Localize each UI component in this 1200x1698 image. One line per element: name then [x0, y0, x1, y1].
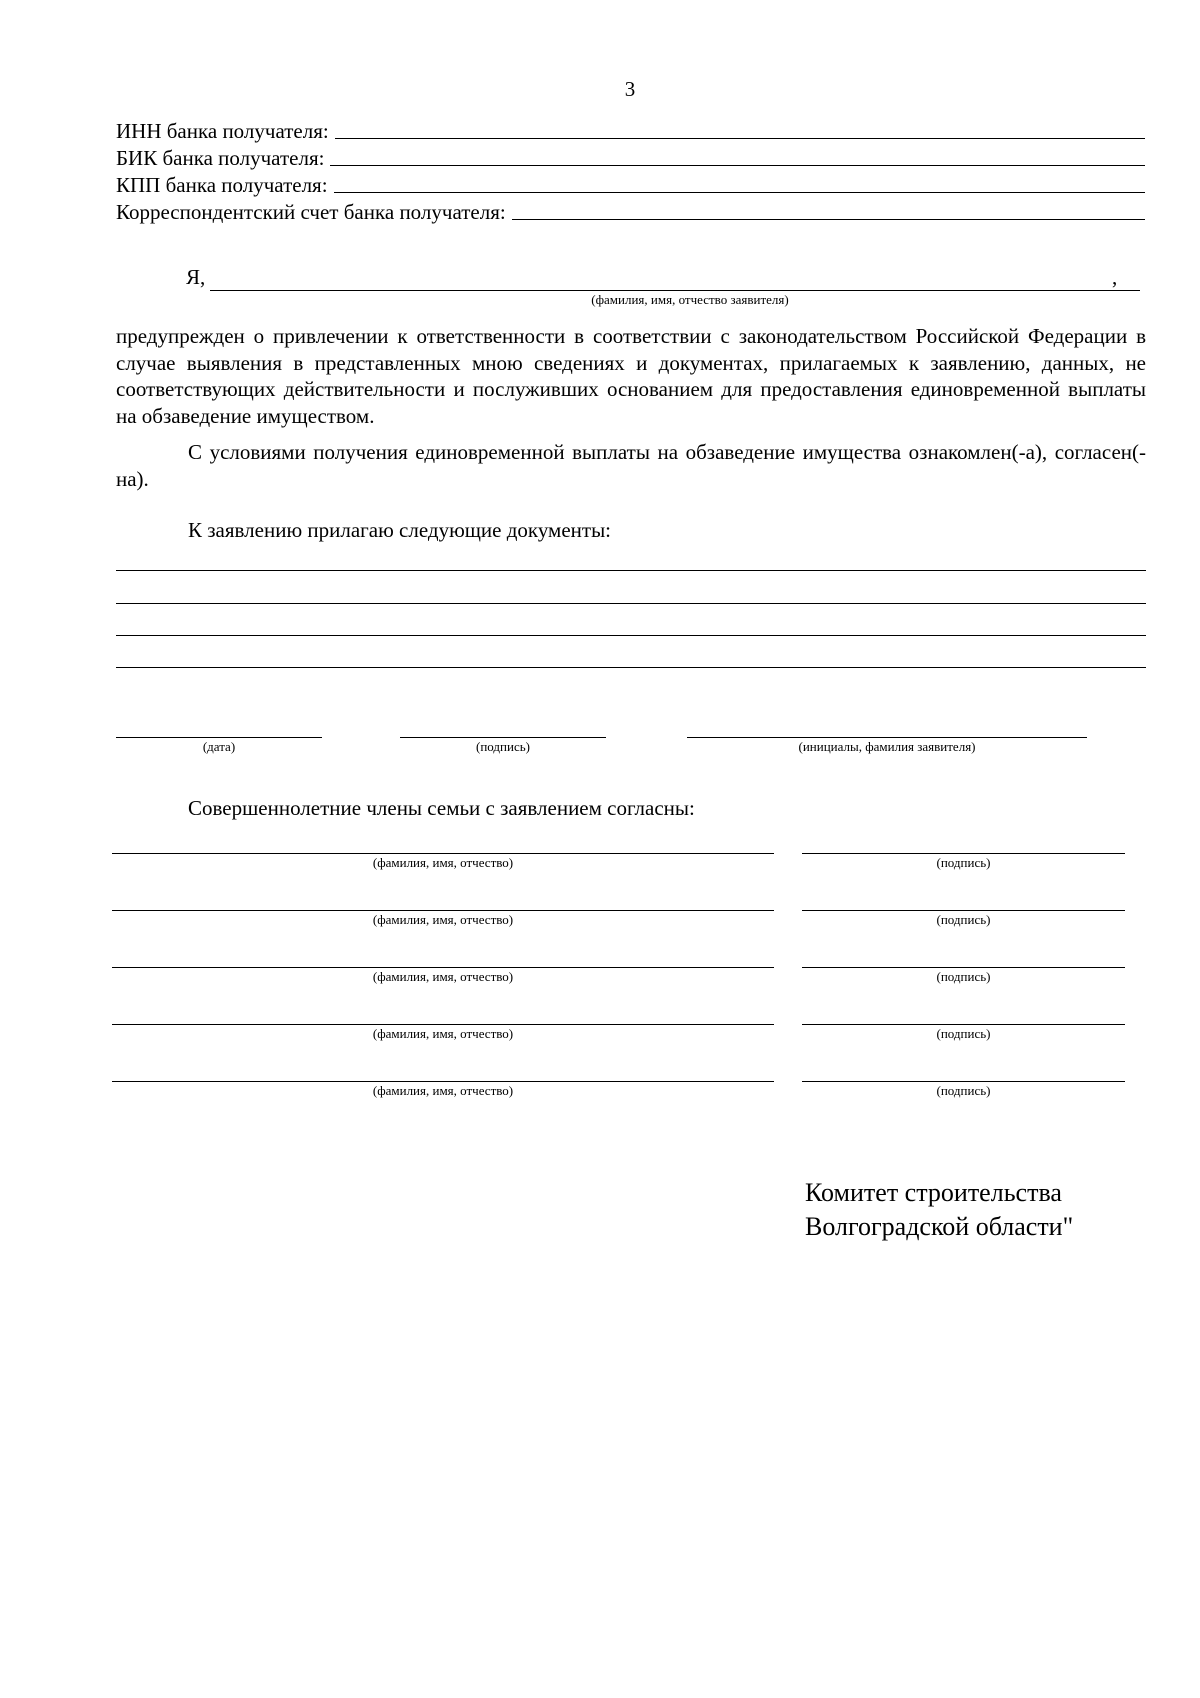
family-signature-caption: (подпись)	[936, 912, 991, 927]
family-name-caption: (фамилия, имя, отчество)	[372, 855, 514, 870]
applicant-name-line[interactable]	[687, 737, 1087, 738]
committee-line-2: Волгоградской области"	[805, 1212, 1074, 1241]
family-name-caption: (фамилия, имя, отчество)	[372, 969, 514, 984]
applicant-name-caption: (инициалы, фамилия заявителя)	[798, 739, 976, 754]
declaration-caption: (фамилия, имя, отчество заявителя)	[591, 292, 789, 307]
page-number: 3	[624, 77, 636, 101]
bank-kpp-field[interactable]	[116, 170, 1145, 198]
attachments-heading: К заявлению прилагаю следующие документы:	[188, 518, 612, 542]
bank-correspondent-account-fill-line	[512, 219, 1145, 220]
date-line[interactable]	[116, 737, 322, 738]
family-signature-caption: (подпись)	[936, 855, 991, 870]
bank-correspondent-account-field[interactable]	[116, 197, 1145, 225]
committee-line-1: Комитет строительства	[805, 1178, 1062, 1207]
bank-bik-field[interactable]	[116, 143, 1145, 171]
family-name-caption: (фамилия, имя, отчество)	[372, 912, 514, 927]
bank-bik-label: БИК банка получателя:	[116, 146, 325, 170]
family-signature-caption: (подпись)	[936, 1083, 991, 1098]
bank-inn-fill-line	[335, 138, 1145, 139]
bank-kpp-label: КПП банка получателя:	[116, 173, 328, 197]
attachment-line-2[interactable]	[116, 603, 1146, 604]
family-heading: Совершеннолетние члены семьи с заявлением согласны:	[188, 796, 695, 820]
family-name-caption: (фамилия, имя, отчество)	[372, 1083, 514, 1098]
family-signature-caption: (подпись)	[936, 969, 991, 984]
committee-signature	[805, 1176, 1073, 1244]
family-name-line[interactable]	[112, 910, 774, 911]
family-signature-line[interactable]	[802, 967, 1125, 968]
liability-paragraph: предупрежден о привлечении к ответственности в соответствии с законодательством Российской Федерации в случае выявления в представленных мною сведениях и документах, прилагаемых к заявлению, данных, не соответствующих действительности и послуживших основанием для предоставления единовременной выплаты на обзаведение имуществом.	[116, 324, 1146, 428]
declaration-comma: ,	[1112, 265, 1118, 289]
date-caption: (дата)	[202, 739, 236, 754]
family-signature-line[interactable]	[802, 910, 1125, 911]
family-name-line[interactable]	[112, 967, 774, 968]
applicant-signature-caption: (подпись)	[476, 739, 530, 754]
family-signature-line[interactable]	[802, 1024, 1125, 1025]
bank-kpp-fill-line	[334, 192, 1145, 193]
family-signature-line[interactable]	[802, 853, 1125, 854]
family-name-line[interactable]	[112, 1024, 774, 1025]
attachment-line-1[interactable]	[116, 570, 1146, 571]
family-name-line[interactable]	[112, 1081, 774, 1082]
conditions-text: С условиями получения единовременной выплаты на обзаведение имущества ознакомлен(-а), согласен(-на).	[116, 440, 1146, 491]
bank-correspondent-account-label: Корреспондентский счет банка получателя:	[116, 200, 506, 224]
bank-inn-field[interactable]	[116, 116, 1145, 144]
declaration-name-line[interactable]	[210, 290, 1140, 291]
family-signature-line[interactable]	[802, 1081, 1125, 1082]
declaration-prefix: Я,	[186, 265, 206, 289]
bank-bik-fill-line	[330, 165, 1145, 166]
attachment-line-3[interactable]	[116, 635, 1146, 636]
family-signature-caption: (подпись)	[936, 1026, 991, 1041]
family-name-caption: (фамилия, имя, отчество)	[372, 1026, 514, 1041]
bank-inn-label: ИНН банка получателя:	[116, 119, 329, 143]
attachment-line-4[interactable]	[116, 667, 1146, 668]
applicant-signature-line[interactable]	[400, 737, 606, 738]
family-name-line[interactable]	[112, 853, 774, 854]
conditions-paragraph	[116, 439, 1146, 492]
